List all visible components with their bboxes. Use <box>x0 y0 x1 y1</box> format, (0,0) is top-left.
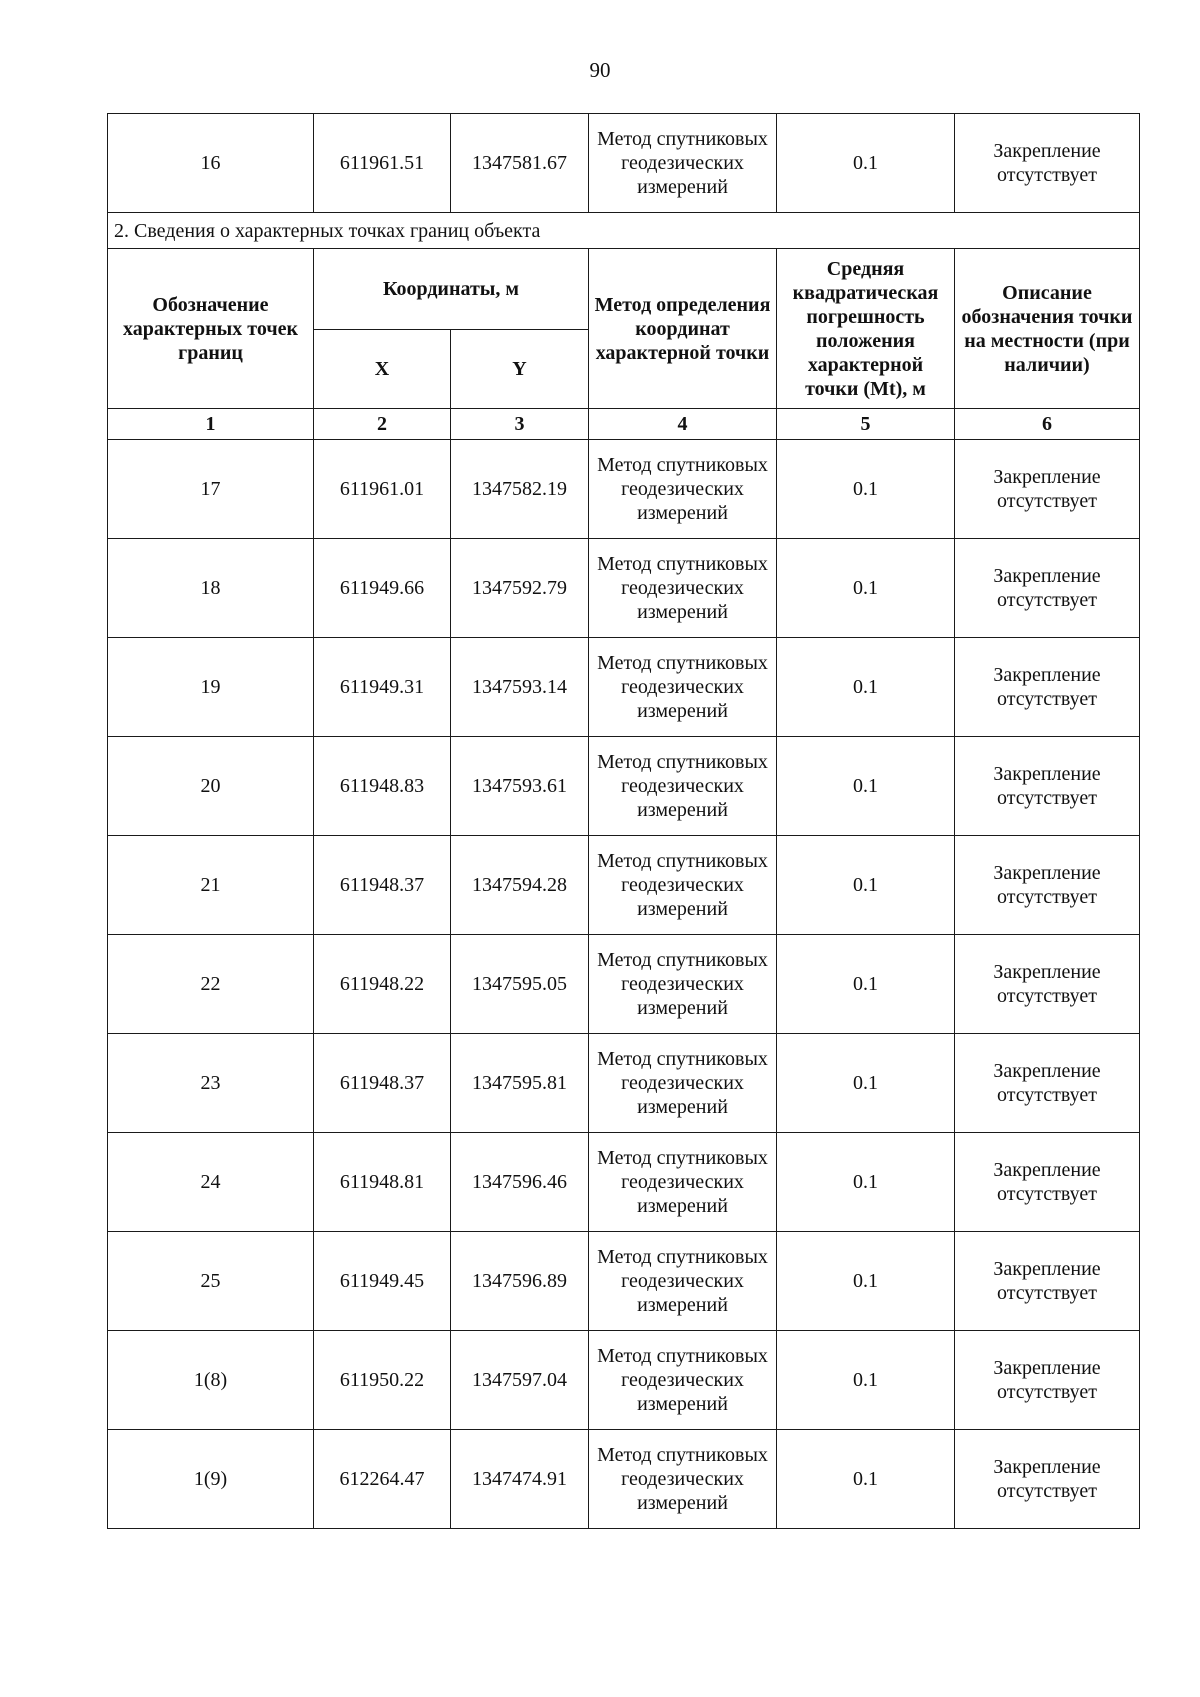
error-cell: 0.1 <box>777 1232 955 1331</box>
description-cell: Закрепление отсутствует <box>955 1133 1140 1232</box>
coordinate-y: 1347592.79 <box>451 539 589 638</box>
error-cell: 0.1 <box>777 539 955 638</box>
section-title: 2. Сведения о характерных точках границ объекта <box>108 213 1140 249</box>
method-cell: Метод спутниковых геодезических измерений <box>589 1430 777 1529</box>
column-number: 5 <box>777 409 955 440</box>
column-number: 6 <box>955 409 1140 440</box>
error-cell: 0.1 <box>777 114 955 213</box>
coordinate-x: 611949.45 <box>314 1232 451 1331</box>
table-row <box>108 114 1140 213</box>
header-x: X <box>314 330 451 409</box>
table-row <box>108 1034 1140 1133</box>
method-cell: Метод спутниковых геодезических измерений <box>589 638 777 737</box>
table-row <box>108 935 1140 1034</box>
boundary-points-table <box>107 113 1140 1529</box>
coordinate-y: 1347595.81 <box>451 1034 589 1133</box>
coordinate-y: 1347597.04 <box>451 1331 589 1430</box>
method-cell: Метод спутниковых геодезических измерений <box>589 440 777 539</box>
coordinate-y: 1347596.46 <box>451 1133 589 1232</box>
point-designation: 24 <box>108 1133 314 1232</box>
coordinate-y: 1347594.28 <box>451 836 589 935</box>
error-cell: 0.1 <box>777 1331 955 1430</box>
point-designation: 21 <box>108 836 314 935</box>
table-row <box>108 539 1140 638</box>
coordinate-y: 1347593.14 <box>451 638 589 737</box>
page-number: 90 <box>589 58 611 82</box>
coordinate-y: 1347596.89 <box>451 1232 589 1331</box>
description-cell: Закрепление отсутствует <box>955 737 1140 836</box>
coordinate-x: 611948.22 <box>314 935 451 1034</box>
description-cell: Закрепление отсутствует <box>955 1331 1140 1430</box>
method-cell: Метод спутниковых геодезических измерений <box>589 737 777 836</box>
point-designation: 22 <box>108 935 314 1034</box>
header-error: Средняя квадратическая погрешность положения характерной точки (Mt), м <box>777 249 955 409</box>
point-designation: 1(8) <box>108 1331 314 1430</box>
error-cell: 0.1 <box>777 638 955 737</box>
error-cell: 0.1 <box>777 836 955 935</box>
coordinate-x: 611948.37 <box>314 836 451 935</box>
coordinate-y: 1347595.05 <box>451 935 589 1034</box>
coordinate-x: 611948.83 <box>314 737 451 836</box>
method-cell: Метод спутниковых геодезических измерений <box>589 1331 777 1430</box>
coordinate-x: 611950.22 <box>314 1331 451 1430</box>
section-title-row <box>108 213 1140 249</box>
description-cell: Закрепление отсутствует <box>955 638 1140 737</box>
error-cell: 0.1 <box>777 935 955 1034</box>
method-cell: Метод спутниковых геодезических измерений <box>589 836 777 935</box>
table-row <box>108 737 1140 836</box>
table-row <box>108 1331 1140 1430</box>
coordinate-x: 611961.01 <box>314 440 451 539</box>
coordinate-x: 611949.31 <box>314 638 451 737</box>
method-cell: Метод спутниковых геодезических измерений <box>589 539 777 638</box>
coordinate-y: 1347581.67 <box>451 114 589 213</box>
table-row <box>108 1232 1140 1331</box>
point-designation: 1(9) <box>108 1430 314 1529</box>
error-cell: 0.1 <box>777 1034 955 1133</box>
point-designation: 16 <box>108 114 314 213</box>
header-description: Описание обозначения точки на местности (при наличии) <box>955 249 1140 409</box>
method-cell: Метод спутниковых геодезических измерений <box>589 1133 777 1232</box>
description-cell: Закрепление отсутствует <box>955 1232 1140 1331</box>
header-coordinates: Координаты, м <box>314 249 589 330</box>
point-designation: 19 <box>108 638 314 737</box>
point-designation: 25 <box>108 1232 314 1331</box>
error-cell: 0.1 <box>777 1430 955 1529</box>
header-method: Метод определения координат характерной точки <box>589 249 777 409</box>
description-cell: Закрепление отсутствует <box>955 440 1140 539</box>
table-row <box>108 638 1140 737</box>
column-number: 1 <box>108 409 314 440</box>
method-cell: Метод спутниковых геодезических измерений <box>589 1232 777 1331</box>
description-cell: Закрепление отсутствует <box>955 1034 1140 1133</box>
point-designation: 20 <box>108 737 314 836</box>
column-number: 4 <box>589 409 777 440</box>
table-row <box>108 836 1140 935</box>
point-designation: 18 <box>108 539 314 638</box>
error-cell: 0.1 <box>777 737 955 836</box>
coordinate-y: 1347582.19 <box>451 440 589 539</box>
column-number: 3 <box>451 409 589 440</box>
table-row <box>108 1133 1140 1232</box>
coordinate-x: 611961.51 <box>314 114 451 213</box>
header-y: Y <box>451 330 589 409</box>
column-number: 2 <box>314 409 451 440</box>
description-cell: Закрепление отсутствует <box>955 1430 1140 1529</box>
description-cell: Закрепление отсутствует <box>955 114 1140 213</box>
method-cell: Метод спутниковых геодезических измерений <box>589 935 777 1034</box>
point-designation: 17 <box>108 440 314 539</box>
coordinate-x: 611948.81 <box>314 1133 451 1232</box>
coordinate-x: 611949.66 <box>314 539 451 638</box>
point-designation: 23 <box>108 1034 314 1133</box>
description-cell: Закрепление отсутствует <box>955 935 1140 1034</box>
description-cell: Закрепление отсутствует <box>955 836 1140 935</box>
error-cell: 0.1 <box>777 440 955 539</box>
header-row <box>108 249 1140 330</box>
coordinate-y: 1347593.61 <box>451 737 589 836</box>
method-cell: Метод спутниковых геодезических измерений <box>589 114 777 213</box>
header-designation: Обозначение характерных точек границ <box>108 249 314 409</box>
method-cell: Метод спутниковых геодезических измерений <box>589 1034 777 1133</box>
table-row <box>108 440 1140 539</box>
table-row <box>108 1430 1140 1529</box>
error-cell: 0.1 <box>777 1133 955 1232</box>
column-numbers-row <box>108 409 1140 440</box>
coordinate-y: 1347474.91 <box>451 1430 589 1529</box>
description-cell: Закрепление отсутствует <box>955 539 1140 638</box>
coordinate-x: 611948.37 <box>314 1034 451 1133</box>
coordinate-x: 612264.47 <box>314 1430 451 1529</box>
